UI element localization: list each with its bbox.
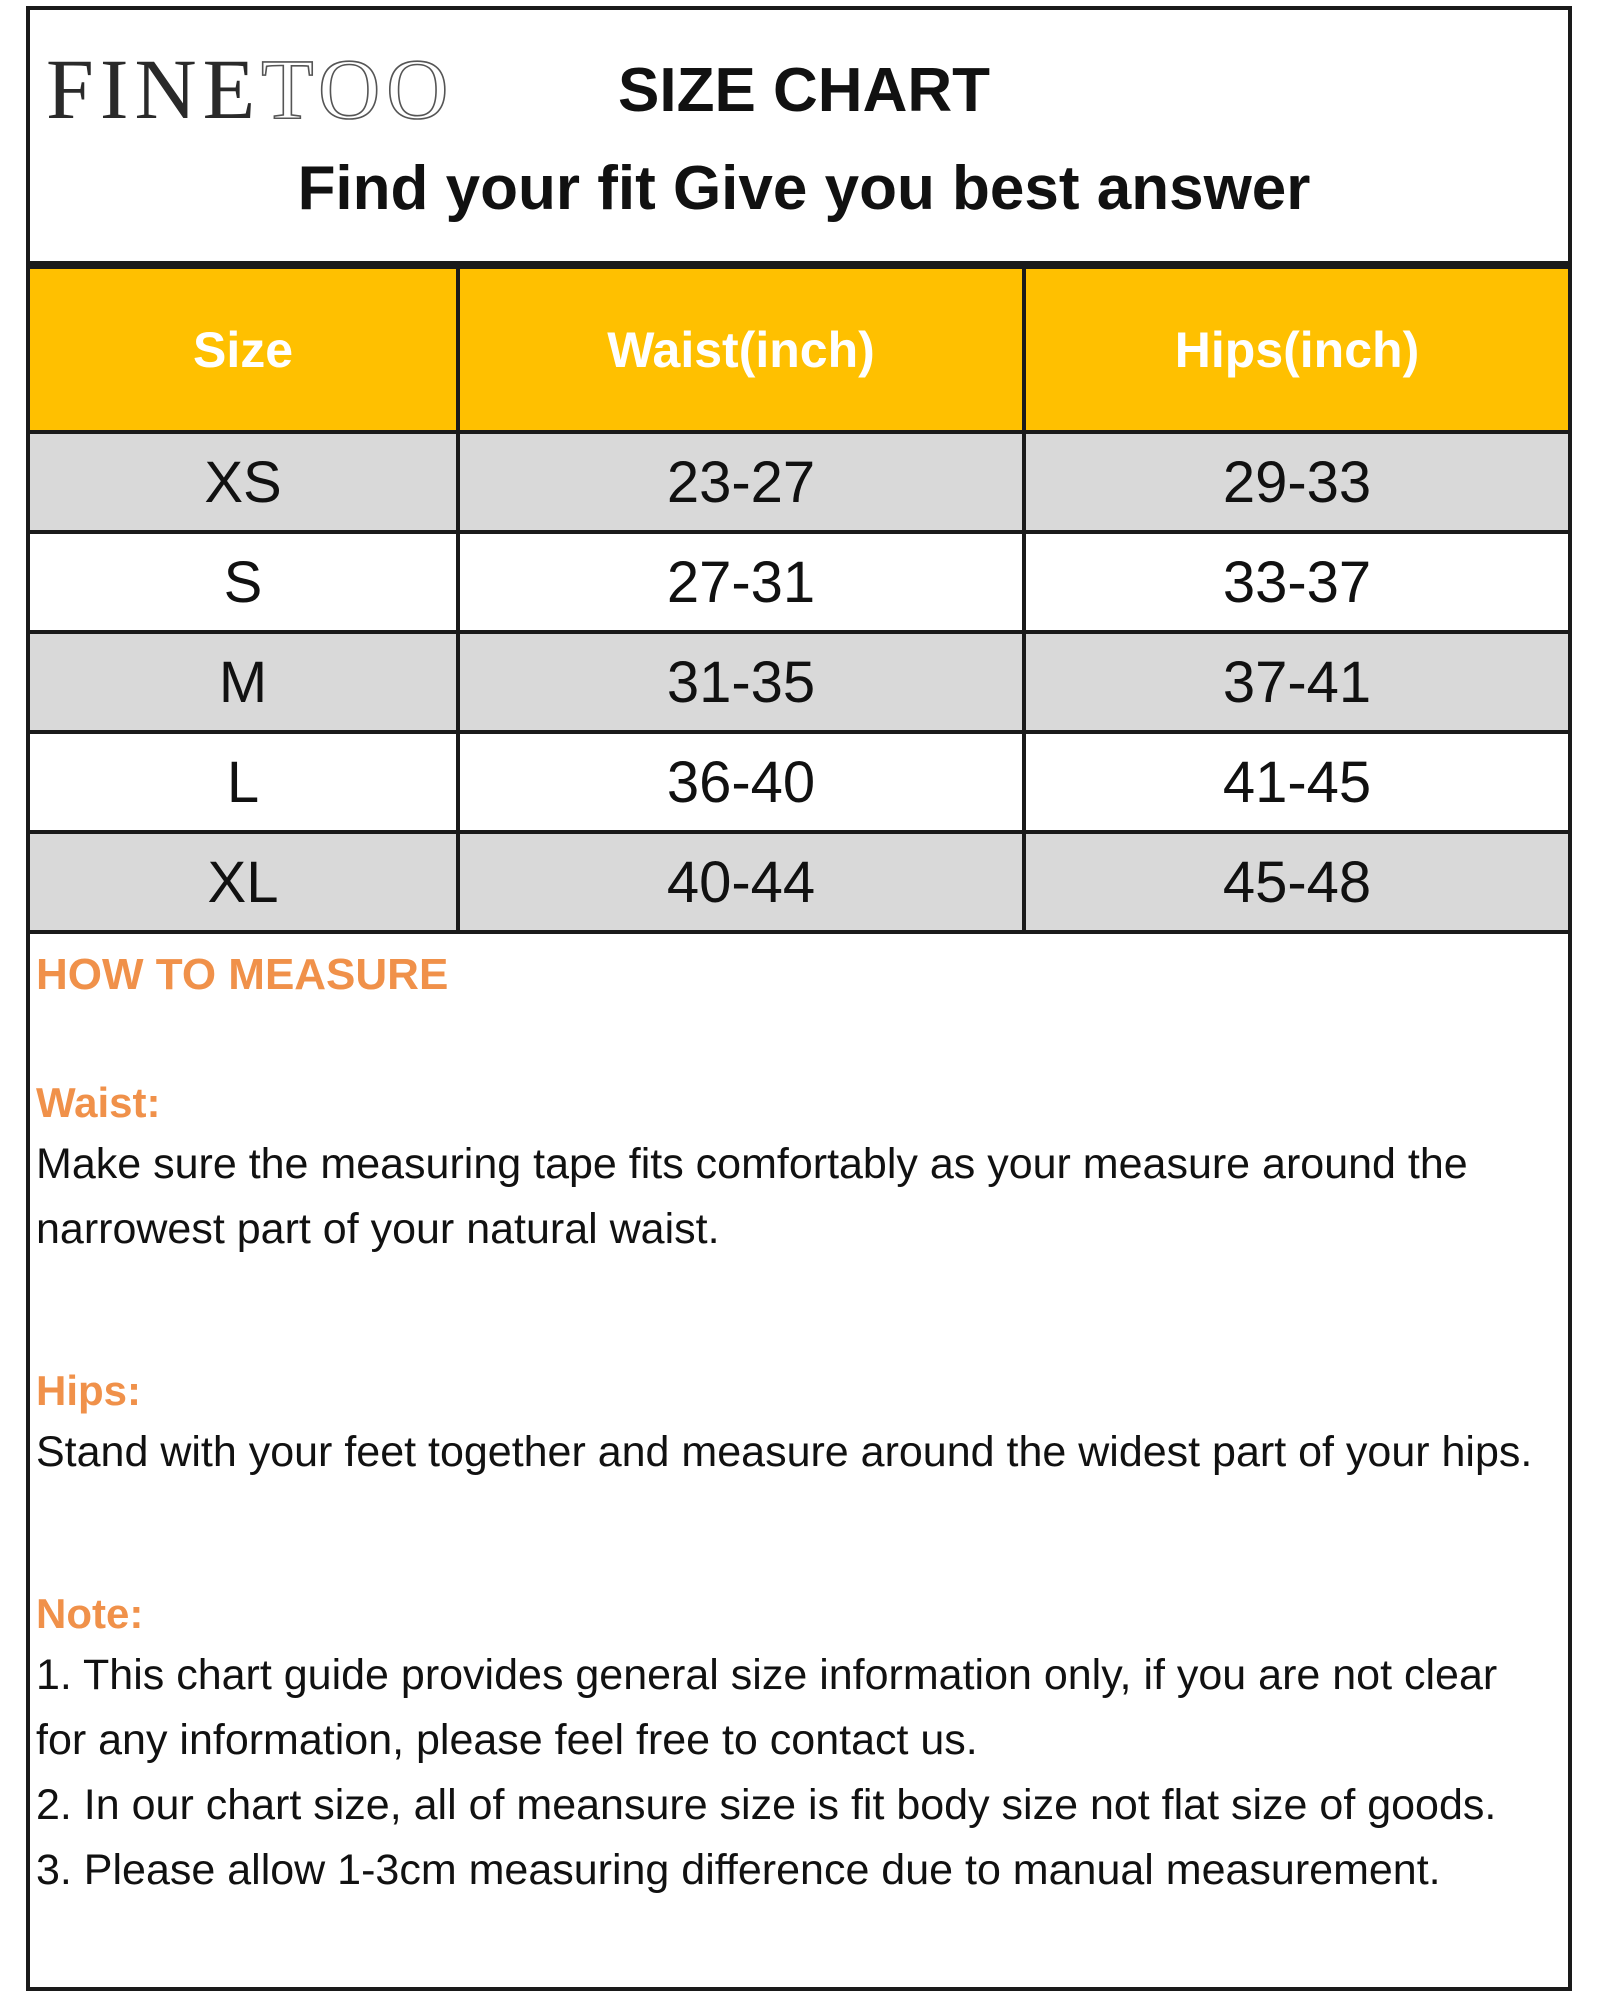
- waist-cell: 23-27: [458, 432, 1024, 532]
- chart-header: [30, 10, 1568, 265]
- table-row: [30, 432, 1568, 532]
- how-to-measure-section: [36, 950, 1556, 1903]
- table-row: [30, 732, 1568, 832]
- size-cell: L: [30, 732, 458, 832]
- size-cell: XL: [30, 832, 458, 932]
- waist-cell: 36-40: [458, 732, 1024, 832]
- table-row: [30, 532, 1568, 632]
- column-header-waist: Waist(inch): [458, 267, 1024, 432]
- size-cell: XS: [30, 432, 458, 532]
- waist-label: Waist:: [36, 1079, 161, 1126]
- size-table: [30, 265, 1568, 934]
- logo-text-dark: FINE: [46, 41, 262, 137]
- page-title: SIZE CHART: [618, 56, 990, 125]
- logo-text-light: TOO: [261, 41, 455, 137]
- waist-cell: 40-44: [458, 832, 1024, 932]
- table-header-row: [30, 267, 1568, 432]
- note-item: 3. Please allow 1-3cm measuring difference due to manual measurement.: [36, 1846, 1441, 1894]
- hips-label: Hips:: [36, 1367, 141, 1414]
- hips-cell: 45-48: [1024, 832, 1568, 932]
- size-cell: M: [30, 632, 458, 732]
- hips-cell: 37-41: [1024, 632, 1568, 732]
- table-row: [30, 832, 1568, 932]
- waist-instructions: Make sure the measuring tape fits comfortably as your measure around the narrowest part of your natural waist.: [36, 1140, 1468, 1253]
- note-item: 2. In our chart size, all of meansure size is fit body size not flat size of goods.: [36, 1781, 1497, 1829]
- hips-cell: 41-45: [1024, 732, 1568, 832]
- column-header-hips: Hips(inch): [1024, 267, 1568, 432]
- note-label: Note:: [36, 1590, 144, 1637]
- hips-instructions: Stand with your feet together and measure around the widest part of your hips.: [36, 1428, 1533, 1476]
- size-cell: S: [30, 532, 458, 632]
- note-item: 1. This chart guide provides general size information only, if you are not clear for any information, please feel free to contact us.: [36, 1651, 1498, 1764]
- table-row: [30, 632, 1568, 732]
- size-chart-card: [26, 6, 1572, 1991]
- waist-cell: 31-35: [458, 632, 1024, 732]
- hips-cell: 33-37: [1024, 532, 1568, 632]
- page-subtitle: Find your fit Give you best answer: [297, 154, 1311, 223]
- hips-cell: 29-33: [1024, 432, 1568, 532]
- waist-cell: 27-31: [458, 532, 1024, 632]
- column-header-size: Size: [30, 267, 458, 432]
- how-to-measure-heading: HOW TO MEASURE: [36, 950, 449, 999]
